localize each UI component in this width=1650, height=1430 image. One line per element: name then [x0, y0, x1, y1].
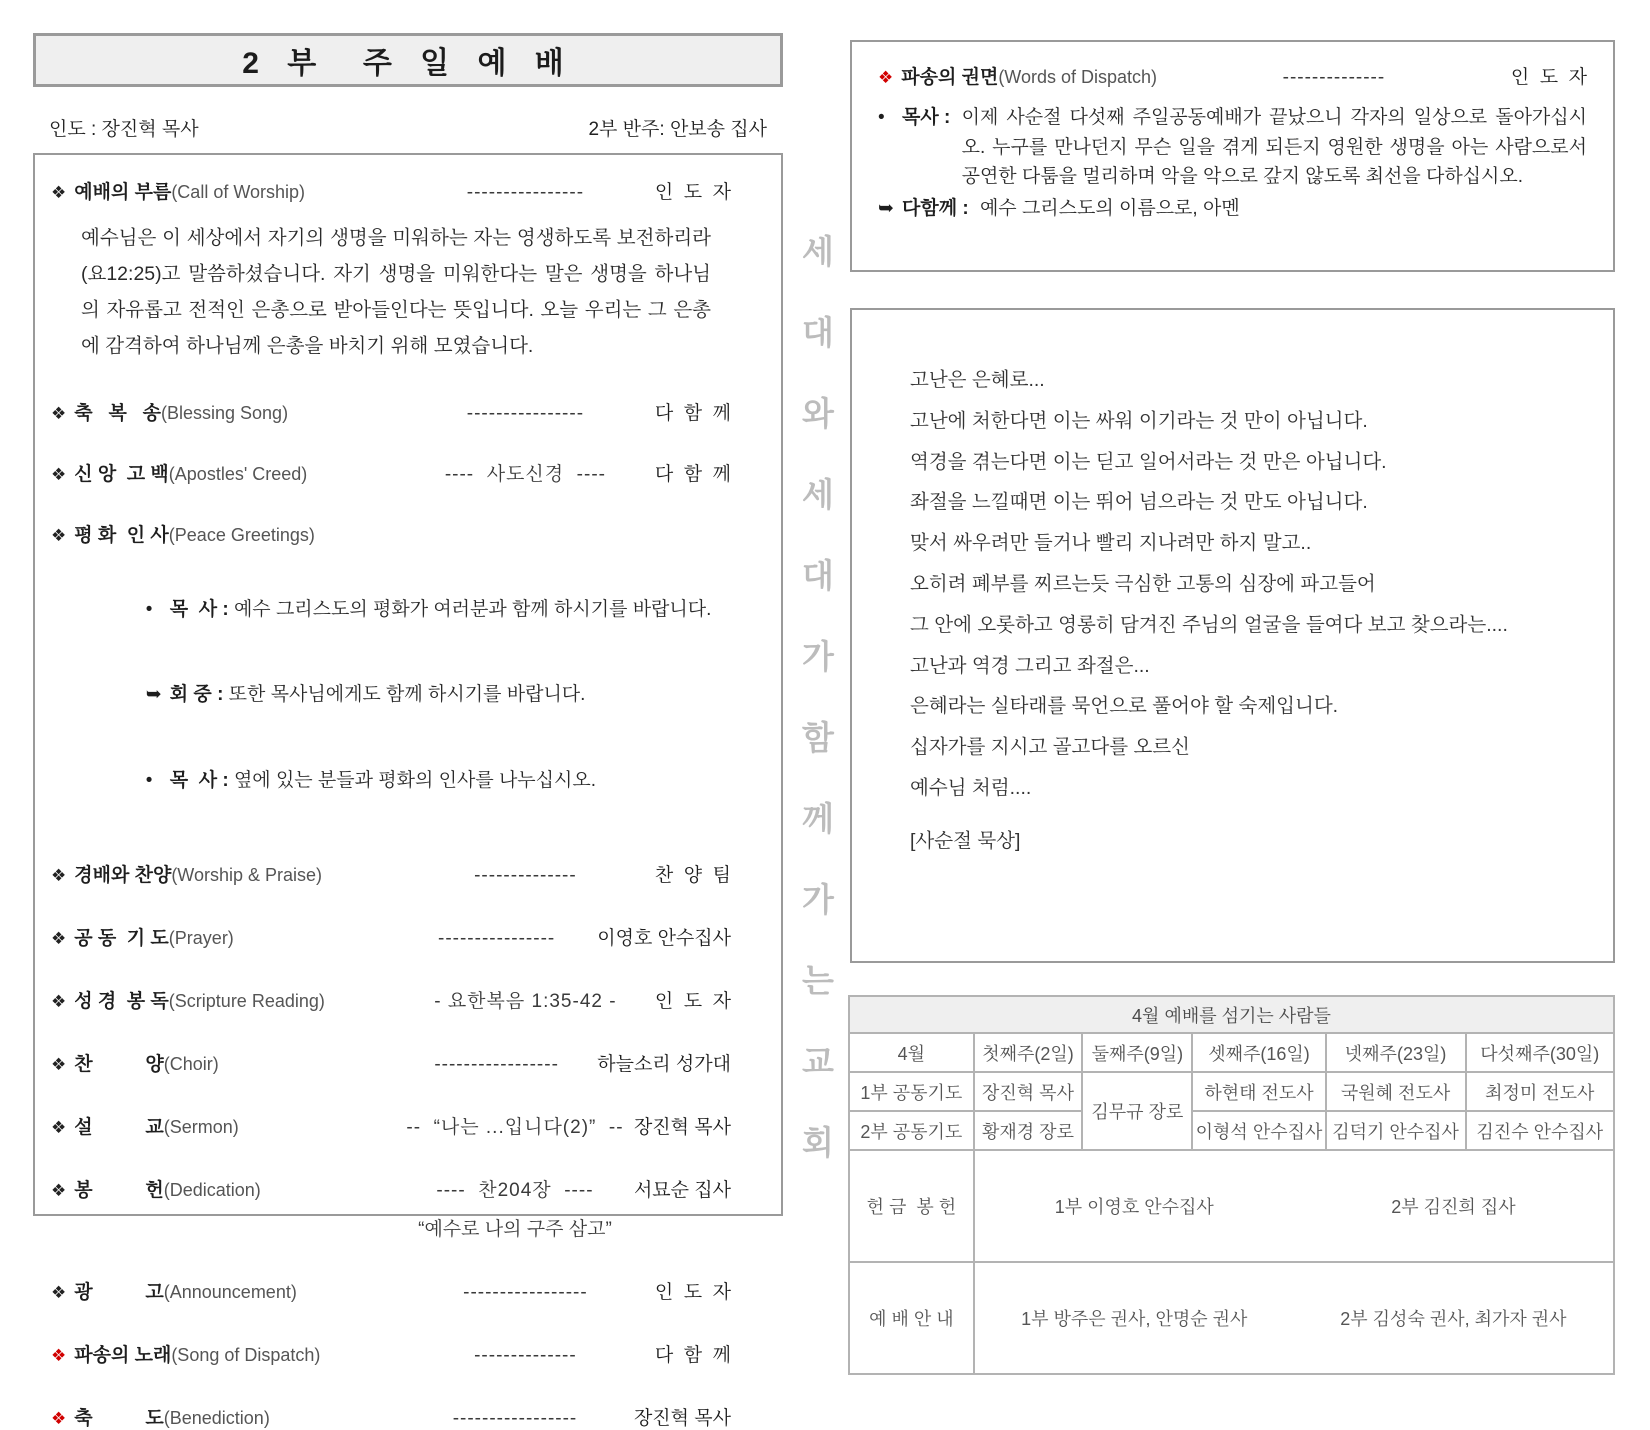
service-item-middle: ---- 찬204장 ----: [436, 1179, 594, 1201]
service-item: [51, 398, 731, 425]
service-item-title: [51, 520, 396, 547]
diamond-icon: ❖: [51, 1117, 67, 1137]
speaker-label: 목 사 :: [169, 598, 234, 620]
meditation-line: 역경을 겪는다면 이는 딛고 일어서라는 것 만은 아닙니다.: [910, 450, 1387, 473]
service-item-title: [51, 459, 396, 486]
meditation-line: 십자가를 지시고 골고다를 오르신: [910, 736, 1190, 759]
service-item-middle: ---- 사도신경 ----: [444, 464, 606, 485]
vertical-motto-char: 가: [802, 638, 834, 675]
service-item-title-kr: 축 복 송: [74, 403, 161, 424]
serving-schedule-table: [848, 995, 1615, 1375]
vertical-motto: [796, 226, 840, 1164]
service-item-middle: ----------------: [466, 403, 585, 424]
service-item: [51, 1277, 731, 1304]
call-of-worship-text: 예수님은 이 세상에서 자기의 생명을 미워하는 자는 영생하도록 보전하리라(요12:25)고 말씀하셨습니다. 자기 생명을 미워한다는 말은 생명을 하나님의 자유롭고 전적인 은총으로 받아들인다는 뜻입니다. 오늘 우리는 그 은총에 감격하여 하나님께 은총을 바치기 위해 모였습니다.: [81, 227, 711, 357]
table-title: 4월 예배를 섬기는 사람들: [849, 996, 1614, 1033]
header-week3: 셋째주(16일): [1192, 1033, 1325, 1072]
service-item-title-kr: 찬 양: [74, 1053, 164, 1075]
cell: 장진혁 목사: [974, 1072, 1083, 1111]
service-item-middle: --------------: [474, 1344, 577, 1366]
service-item-title-kr: 공 동 기 도: [74, 927, 169, 949]
service-item-performer: 장진혁 목사: [633, 1407, 731, 1429]
row-label: 헌 금 봉 헌: [849, 1150, 974, 1262]
leader-row: [49, 114, 767, 141]
speaker-text: 옆에 있는 분들과 평화의 인사를 나누십시오.: [233, 769, 596, 791]
service-item: [51, 986, 731, 1013]
speaker-text: 예수 그리스도의 평화가 여러분과 함께 하시기를 바랍니다.: [233, 598, 712, 620]
dispatch-panel: [850, 40, 1615, 272]
diamond-icon: ❖: [51, 465, 67, 484]
cell: 최정미 전도사: [1466, 1072, 1614, 1111]
vertical-motto-char: 교: [802, 1043, 834, 1080]
service-item-middle: -- “나는 ...입니다(2)” --: [406, 1116, 624, 1138]
vertical-motto-char: 대: [802, 314, 834, 351]
service-item-performer: 찬 양 팀: [654, 864, 731, 886]
cell: 김진수 안수집사: [1466, 1111, 1614, 1150]
service-item-performer: 인 도 자: [654, 990, 731, 1012]
vertical-motto-char: 대: [802, 557, 834, 594]
service-item-title: [51, 398, 396, 425]
meditation-line: 오히려 폐부를 찌르는듯 극심한 고통의 심장에 파고들어: [910, 572, 1376, 595]
service-item-middle: --------------: [474, 864, 577, 886]
service-item-performer: 이영호 안수집사: [597, 927, 731, 949]
service-item: [51, 177, 731, 204]
meditation-line: 고난은 은혜로...: [910, 369, 1045, 391]
diamond-icon: ❖: [51, 1054, 67, 1074]
service-item-title-kr: 예배의 부름: [74, 182, 172, 203]
order-of-worship-panel: [33, 153, 783, 1429]
service-item-title: [51, 860, 396, 887]
service-item-title-kr: 축 도: [74, 1407, 164, 1429]
meditation-line: 고난에 처한다면 이는 싸워 이기라는 것 만이 아닙니다.: [910, 409, 1368, 432]
service-item-title: [51, 1175, 396, 1202]
accompanist-label: 2부 반주: 안보송 집사: [588, 119, 767, 140]
service-item: [51, 1049, 731, 1076]
service-item-middle: - 요한복음 1:35-42 -: [434, 990, 617, 1012]
minister-label: 목사 :: [902, 107, 956, 128]
cell: 이형석 안수집사: [1192, 1111, 1325, 1150]
service-item: [51, 860, 731, 887]
dispatch-title: [878, 62, 1157, 89]
worship-order-column: [33, 33, 783, 1429]
table-header-row: [849, 1033, 1614, 1072]
vertical-motto-char: 가: [802, 881, 834, 918]
meditation-line: 그 안에 오롯하고 영롱히 담겨진 주님의 얼굴을 들여다 보고 찾으라는....: [910, 613, 1508, 636]
diamond-icon: ❖: [51, 183, 67, 202]
vertical-motto-char: 세: [802, 476, 834, 513]
service-item-title: [51, 1340, 396, 1367]
diamond-icon: ❖: [51, 1282, 67, 1302]
opening-item-list: [51, 177, 731, 204]
vertical-motto-char: 세: [802, 233, 834, 270]
diamond-icon: ❖: [51, 1345, 67, 1365]
table-row: [849, 1111, 1614, 1150]
meditation-line: 고난과 역경 그리고 좌절은...: [910, 654, 1150, 677]
service-item-title-en: (Apostles' Creed): [168, 464, 308, 484]
bullet-icon: •: [145, 769, 153, 791]
together-label: 다함께 :: [902, 197, 974, 219]
table-row: [849, 1150, 1614, 1262]
cell-merged: 김무규 장로: [1082, 1072, 1192, 1150]
service-item: [51, 1403, 731, 1430]
meditation-line: 은혜라는 실타래를 묵언으로 풀어야 할 숙제입니다.: [910, 695, 1339, 718]
service-item-title-en: (Peace Greetings): [168, 525, 315, 545]
meditation-footer: [사순절 묵상]: [910, 829, 1021, 852]
bullet-icon: ➥: [145, 684, 162, 705]
meditation-line: 예수님 처럼....: [910, 776, 1032, 799]
bullet-icon: •: [878, 107, 885, 128]
service-item-title: [51, 1049, 396, 1076]
vertical-motto-char: 는: [802, 962, 834, 999]
peace-greeting-line: [93, 653, 731, 739]
row-label: 2부 공동기도: [849, 1111, 974, 1150]
offering-cell: [974, 1150, 1614, 1262]
service-item: [51, 1112, 731, 1139]
header-week5: 다섯째주(30일): [1466, 1033, 1614, 1072]
minister-text: 이제 사순절 다섯째 주일공동예배가 끝났으니 각자의 일상으로 돌아가십시오. 누구를 만나던지 무슨 일을 겪게 되든지 영원한 생명을 아는 사람으로서 공연한 다툼을 멀리하며 악을 악으로 갚지 않도록 최선을 다하십시오.: [961, 107, 1587, 187]
service-item-title-en: (Call of Worship): [171, 182, 306, 202]
service-item-title-kr: 광 고: [74, 1281, 164, 1303]
service-item-title-en: (Prayer): [168, 927, 234, 948]
service-item-title-kr: 파송의 노래: [74, 1344, 172, 1366]
dispatch-title-en: (Words of Dispatch): [998, 67, 1158, 87]
diamond-icon: ❖: [51, 1180, 67, 1200]
service-item: [51, 923, 731, 950]
service-item-title-en: (Blessing Song): [161, 403, 289, 423]
service-item-performer: 장진혁 목사: [633, 1116, 731, 1138]
vertical-motto-char: 회: [802, 1124, 834, 1161]
service-item: [51, 459, 731, 486]
service-item-middle: ----------------: [438, 927, 556, 949]
row-label: 1부 공동기도: [849, 1072, 974, 1111]
offering-part2: 2부 김진희 집사: [1391, 1197, 1516, 1217]
cell: 하현태 전도사: [1192, 1072, 1325, 1111]
main-item-list: [51, 860, 731, 1430]
service-item: [51, 1175, 731, 1241]
peace-greeting-line: [93, 738, 731, 824]
peace-greeting-line: [93, 567, 731, 653]
service-item-performer: 다 함 께: [654, 1344, 731, 1366]
cell: 황재경 장로: [974, 1111, 1083, 1150]
creed-item-list: [51, 398, 731, 547]
dispatch-minister-line: [878, 103, 1587, 192]
service-item-title: [51, 986, 396, 1013]
service-item: [51, 1340, 731, 1367]
table-row: [849, 1262, 1614, 1374]
header-week4: 넷째주(23일): [1326, 1033, 1466, 1072]
diamond-icon: ❖: [51, 404, 67, 423]
dispatch-heading: [878, 62, 1587, 89]
peace-greetings-block: [93, 567, 731, 824]
service-item-middle: -----------------: [434, 1053, 559, 1075]
vertical-motto-char: 함: [802, 719, 834, 756]
meditation-panel: [850, 308, 1615, 963]
usher-part1: 1부 방주은 권사, 안명순 권사: [1021, 1309, 1248, 1329]
service-item-title-en: (Sermon): [163, 1116, 239, 1137]
service-item-performer: 인 도 자: [654, 1281, 731, 1303]
cell: 김덕기 안수집사: [1326, 1111, 1466, 1150]
service-item-title: [51, 923, 396, 950]
diamond-icon: ❖: [51, 526, 67, 545]
service-item-middle: ----------------: [466, 182, 585, 203]
page-title: 2 부 주 일 예 배: [33, 33, 783, 87]
bullet-icon: •: [145, 598, 153, 620]
speaker-label: 회 중 :: [169, 684, 229, 705]
service-item-title-kr: 설 교: [74, 1116, 164, 1138]
cell: 국원혜 전도사: [1326, 1072, 1466, 1111]
usher-cell: [974, 1262, 1614, 1374]
vertical-motto-char: 께: [802, 800, 834, 837]
service-item-title: [51, 1403, 396, 1430]
dispatch-middle: --------------: [1282, 67, 1386, 88]
service-item-title-kr: 신 앙 고 백: [74, 464, 169, 485]
service-item-performer: 다 함 께: [654, 464, 731, 485]
speaker-label: 목 사 :: [169, 769, 234, 791]
diamond-icon: ❖: [51, 1408, 67, 1428]
service-item-title-en: (Announcement): [163, 1281, 297, 1302]
service-item-title-en: (Dedication): [163, 1179, 261, 1200]
service-item: [51, 520, 731, 547]
dispatch-together-line: [878, 194, 1587, 224]
service-item-middle: -----------------: [463, 1281, 588, 1303]
service-item-title-en: (Scripture Reading): [168, 990, 325, 1011]
service-item-title-en: (Choir): [163, 1053, 219, 1074]
meditation-line: 좌절을 느낄때면 이는 뛰어 넘으라는 것 만도 아닙니다.: [910, 491, 1368, 514]
service-item-performer: 다 함 께: [654, 403, 731, 424]
speaker-text: 또한 목사님에게도 함께 하시기를 바랍니다.: [228, 684, 586, 705]
service-item-title-en: (Benediction): [163, 1407, 270, 1428]
service-item-title-kr: 평 화 인 사: [74, 525, 169, 546]
row-label: 예 배 안 내: [849, 1262, 974, 1374]
together-text: 예수 그리스도의 이름으로, 아멘: [979, 197, 1240, 219]
header-week1: 첫째주(2일): [974, 1033, 1083, 1072]
service-item-middle: -----------------: [452, 1407, 578, 1429]
header-week2: 둘째주(9일): [1082, 1033, 1192, 1072]
service-item-title: [51, 177, 396, 204]
header-month: 4월: [849, 1033, 974, 1072]
service-item-subtitle: “예수로 나의 구주 삼고”: [418, 1218, 612, 1240]
diamond-icon: ❖: [51, 865, 67, 885]
service-item-performer: 하늘소리 성가대: [597, 1053, 731, 1075]
service-item-title-en: (Worship & Praise): [171, 864, 323, 885]
service-item-title: [51, 1277, 396, 1304]
table-row: [849, 1072, 1614, 1111]
leader-label: 인도 : 장진혁 목사: [49, 119, 199, 140]
meditation-line: 맞서 싸우려만 들거나 빨리 지나려만 하지 말고..: [910, 532, 1312, 555]
offering-part1: 1부 이영호 안수집사: [1054, 1197, 1214, 1217]
diamond-icon: ❖: [51, 928, 67, 948]
service-item-title-en: (Song of Dispatch): [171, 1344, 321, 1365]
diamond-icon: ❖: [51, 991, 67, 1011]
dispatch-performer: 인 도 자: [1510, 67, 1587, 88]
service-item-title-kr: 경배와 찬양: [74, 864, 172, 886]
meditation-lines: [910, 360, 1583, 809]
usher-part2: 2부 김성숙 권사, 최가자 권사: [1340, 1309, 1567, 1329]
service-item-title-kr: 성 경 봉 독: [74, 990, 169, 1012]
service-item-performer: 인 도 자: [654, 182, 731, 203]
service-item-performer: 서묘순 집사: [633, 1179, 731, 1201]
vertical-motto-char: 와: [802, 395, 834, 432]
diamond-icon: ❖: [878, 68, 894, 87]
dispatch-title-kr: 파송의 권면: [901, 67, 999, 88]
service-item-title: [51, 1112, 396, 1139]
service-item-title-kr: 봉 헌: [74, 1179, 164, 1201]
arrow-bullet-icon: ➥: [878, 197, 894, 219]
